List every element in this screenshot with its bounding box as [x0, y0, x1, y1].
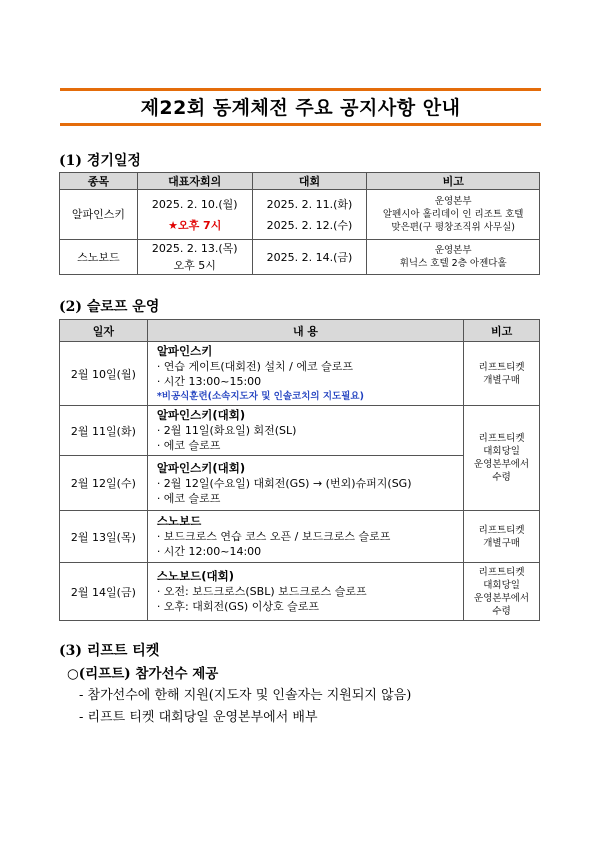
- content-line: · 오전: 보드크로스(SBL) 보드크로스 슬로프: [156, 585, 367, 598]
- date-cell: 2월 12일(수): [60, 456, 148, 511]
- content-title: 알파인스키(대회): [156, 408, 246, 422]
- content-line: · 2월 11일(화요일) 회전(SL): [156, 424, 297, 437]
- meeting-cell: [137, 240, 252, 275]
- date-cell: 2월 14일(금): [60, 563, 148, 621]
- note-line: 리프트티켓: [478, 433, 525, 444]
- note-line: 수령: [492, 605, 511, 617]
- note-line: 운영본부: [434, 196, 472, 207]
- date-cell: 2월 11일(화): [60, 406, 148, 456]
- meeting-time: 오후 5시: [173, 259, 216, 272]
- date-cell: 2월 10일(월): [60, 342, 148, 406]
- note-line: 리프트티켓: [478, 524, 525, 536]
- slope-row: [60, 406, 540, 456]
- note-line: 운영본부에서: [474, 592, 530, 604]
- note-line: 운영본부에서: [474, 459, 530, 470]
- note-cell: [464, 342, 540, 406]
- note-line: 휘닉스 호텔 2층 아젠다홀: [399, 258, 507, 269]
- note-cell: [367, 190, 540, 240]
- competition-date: 2025. 2. 11.(화): [266, 197, 353, 211]
- slope-row: [60, 342, 540, 406]
- training-notice: *비공식훈련(소속지도자 및 인솔코치의 지도필요): [156, 390, 364, 402]
- header-note: 비고: [367, 173, 540, 190]
- content-cell: [147, 456, 463, 511]
- date-cell: 2월 13일(목): [60, 511, 148, 563]
- note-line: 대회당일: [483, 446, 520, 457]
- slope-row: [60, 563, 540, 621]
- content-title: 알파인스키(대회): [156, 460, 246, 475]
- header-note: 비고: [464, 320, 540, 342]
- schedule-row-alpine: [60, 190, 540, 240]
- note-line: 알펜시아 홀리데이 인 리조트 호텔: [382, 209, 524, 220]
- schedule-row-snowboard: [60, 240, 540, 275]
- section1-heading: (1) 경기일정: [59, 153, 141, 169]
- competition-cell: 2025. 2. 14.(금): [252, 240, 367, 275]
- title-banner: [60, 88, 541, 126]
- section3-heading: (3) 리프트 티켓: [59, 643, 160, 659]
- content-line: · 연습 게이트(대회전) 설치 / 에코 슬로프: [156, 359, 353, 373]
- note-cell: [367, 240, 540, 275]
- content-title: 스노보드: [156, 514, 202, 528]
- content-line: · 시간 12:00~14:00: [156, 545, 262, 558]
- content-line: · 시간 13:00~15:00: [156, 374, 262, 388]
- lift-ticket-item: - 참가선수에 한해 지원(지도자 및 인솔자는 지원되지 않음): [79, 688, 412, 703]
- header-meeting: 대표자회의: [137, 173, 252, 190]
- content-cell: [147, 511, 463, 563]
- section3-body: [59, 662, 411, 728]
- header-event: 종목: [60, 173, 138, 190]
- event-cell: 알파인스키: [60, 190, 138, 240]
- note-line: 맞은편(구 평창조직위 사무실): [391, 222, 515, 233]
- content-title: 알파인스키: [156, 343, 213, 358]
- note-line: 리프트티켓: [478, 566, 525, 578]
- note-cell: [464, 511, 540, 563]
- event-cell: 스노보드: [60, 240, 138, 275]
- meeting-date: 2025. 2. 13.(목): [151, 242, 238, 255]
- schedule-header-row: [60, 173, 540, 190]
- content-title: 스노보드(대회): [156, 569, 234, 583]
- content-line: · 에코 슬로프: [156, 439, 221, 452]
- lift-ticket-item: - 리프트 티켓 대회당일 운영본부에서 배부: [79, 710, 318, 725]
- note-line: 대회당일: [483, 579, 520, 591]
- lift-ticket-point: ○(리프트) 참가선수 제공: [67, 666, 219, 682]
- title-bottom-bar: [60, 123, 541, 126]
- meeting-date: 2025. 2. 10.(월): [151, 197, 238, 211]
- header-content: 내 용: [147, 320, 463, 342]
- content-line: · 에코 슬로프: [156, 491, 221, 505]
- note-line: 수령: [492, 472, 511, 483]
- competition-cell: [252, 190, 367, 240]
- schedule-table: [59, 172, 540, 275]
- slope-header-row: [60, 320, 540, 342]
- slope-table: [59, 319, 540, 621]
- note-line: 리프트티켓: [478, 361, 525, 373]
- page-title: 제22회 동계체전 주요 공지사항 안내: [140, 97, 461, 119]
- competition-date: 2025. 2. 12.(수): [266, 218, 353, 232]
- slope-row: [60, 511, 540, 563]
- header-date: 일자: [60, 320, 148, 342]
- merged-note-cell: [464, 406, 540, 511]
- note-line: 운영본부: [434, 245, 472, 256]
- note-line: 개별구매: [483, 374, 520, 386]
- title-top-bar: [60, 88, 541, 91]
- content-line: · 2월 12일(수요일) 대회전(GS) → (번외)슈퍼지(SG): [156, 476, 412, 490]
- content-cell: [147, 563, 463, 621]
- meeting-cell: [137, 190, 252, 240]
- content-cell: [147, 342, 463, 406]
- note-line: 개별구매: [483, 537, 520, 549]
- content-line: · 보드크로스 연습 코스 오픈 / 보드크로스 슬로프: [156, 530, 391, 543]
- note-cell: [464, 563, 540, 621]
- content-cell: [147, 406, 463, 456]
- section2-heading: (2) 슬로프 운영: [59, 299, 160, 315]
- meeting-time: ★오후 7시: [168, 218, 222, 232]
- content-line: · 오후: 대회전(GS) 이상호 슬로프: [156, 600, 319, 613]
- header-competition: 대회: [252, 173, 367, 190]
